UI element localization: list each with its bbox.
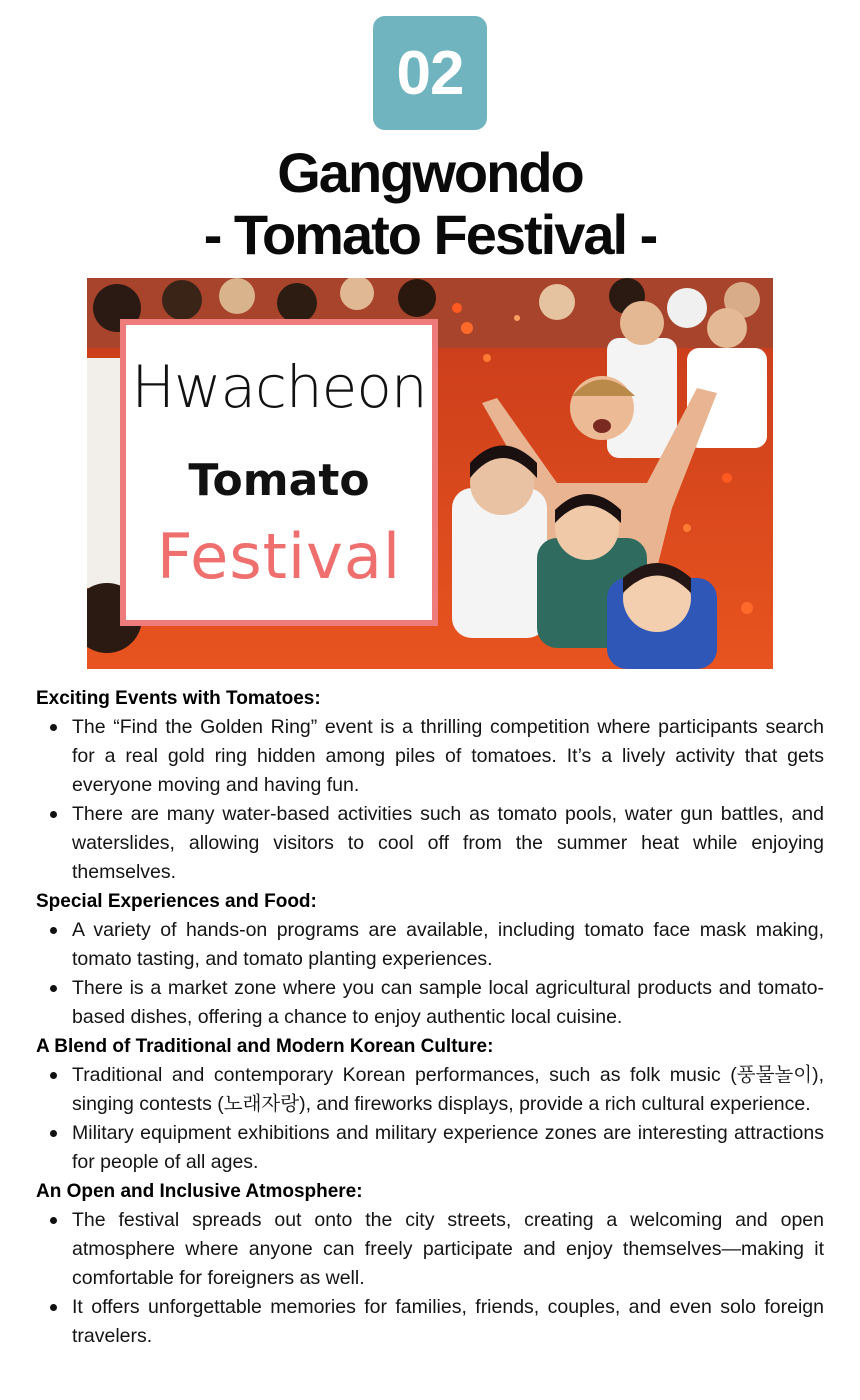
bullet-list xyxy=(36,1061,824,1177)
list-item xyxy=(36,1119,824,1177)
hero-title-festival: Festival xyxy=(156,520,402,593)
bullet-icon xyxy=(50,1217,57,1224)
bullet-icon xyxy=(50,811,57,818)
list-item-text: There is a market zone where you can sample local agricultural products and tomato-based dishes, offering a chance to enjoy authentic local cuisine. xyxy=(72,977,824,1028)
page-title-line-2: - Tomato Festival - xyxy=(203,203,657,266)
page-title-line-1: Gangwondo xyxy=(277,141,583,204)
bullet-list xyxy=(36,916,824,1032)
list-item-text: It offers unforgettable memories for families, friends, couples, and even solo foreign travelers. xyxy=(72,1296,824,1347)
list-item-text: Military equipment exhibitions and military experience zones are interesting attractions for people of all ages. xyxy=(72,1122,824,1173)
list-item xyxy=(36,800,824,887)
list-item xyxy=(36,1061,824,1119)
hero-title-hwacheon: Hwacheon xyxy=(131,353,427,421)
hero-title-tomato: Tomato xyxy=(188,455,370,506)
section-number-badge xyxy=(373,16,487,130)
hero-image xyxy=(87,278,773,669)
bullet-icon xyxy=(50,1130,57,1137)
list-item-text: A variety of hands-on programs are available, including tomato face mask making, tomato tasting, and tomato planting experiences. xyxy=(72,919,824,970)
bullet-list xyxy=(36,713,824,887)
list-item xyxy=(36,974,824,1032)
bullet-list xyxy=(36,1206,824,1351)
section-special-experiences xyxy=(36,887,824,1032)
list-item xyxy=(36,713,824,800)
list-item-text: There are many water-based activities such as tomato pools, water gun battles, and waterslides, allowing visitors to cool off from the summer heat while enjoying themselves. xyxy=(72,803,824,883)
section-exciting-events xyxy=(36,684,824,887)
section-heading: Special Experiences and Food: xyxy=(36,891,317,912)
list-item xyxy=(36,916,824,974)
section-number: 02 xyxy=(396,38,464,108)
list-item xyxy=(36,1206,824,1293)
list-item-text: The “Find the Golden Ring” event is a thrilling competition where participants search for a real gold ring hidden among piles of tomatoes. It’s a lively activity that gets everyone moving and having fun. xyxy=(72,716,824,796)
list-item-text: The festival spreads out onto the city streets, creating a welcoming and open atmosphere where anyone can freely participate and enjoy themselves—making it comfortable for foreigners as well. xyxy=(72,1209,824,1289)
bullet-icon xyxy=(50,927,57,934)
section-open-atmosphere xyxy=(36,1177,824,1351)
bullet-icon xyxy=(50,1304,57,1311)
section-heading: Exciting Events with Tomatoes: xyxy=(36,688,321,709)
festival-title-card xyxy=(120,319,438,626)
bullet-icon xyxy=(50,1072,57,1079)
section-heading: An Open and Inclusive Atmosphere: xyxy=(36,1181,363,1202)
list-item-text: Traditional and contemporary Korean performances, such as folk music (풍물놀이), singing contests (노래자랑), and fireworks displays, provide a rich cultural experience. xyxy=(72,1064,824,1115)
list-item xyxy=(36,1293,824,1351)
festival-details xyxy=(36,684,824,1351)
bullet-icon xyxy=(50,724,57,731)
bullet-icon xyxy=(50,985,57,992)
section-korean-culture xyxy=(36,1032,824,1177)
section-heading: A Blend of Traditional and Modern Korean Culture: xyxy=(36,1036,494,1057)
